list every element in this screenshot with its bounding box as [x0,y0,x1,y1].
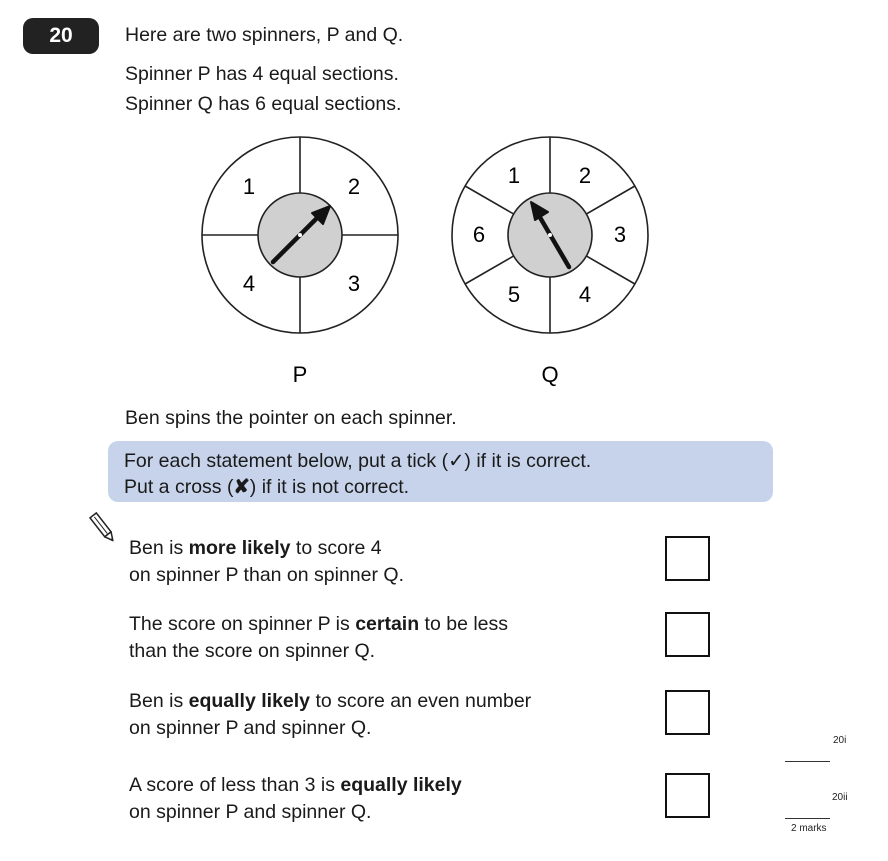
spinner-q-section-3: 3 [613,222,627,247]
spinner-p-section-2: 2 [347,174,361,199]
spinner-q-description: Spinner Q has 6 equal sections. [125,93,402,115]
spinner-q [452,137,648,387]
answer-box-4[interactable] [665,773,710,818]
statement-3: Ben is equally likely to score an even number on spinner P and spinner Q. [129,690,532,739]
cross-symbol: ✘ [233,476,250,498]
statement-4: A score of less than 3 is equally likely on spinner P and spinner Q. [129,774,462,823]
spinner-p-section-4: 4 [242,271,256,296]
mark-ref-20i: 20i [833,735,847,746]
question-intro: Here are two spinners, P and Q. [125,24,404,46]
spinner-q-section-1: 1 [507,163,521,188]
spinner-p-section-1: 1 [242,174,256,199]
statement-2: The score on spinner P is certain to be less than the score on spinner Q. [129,613,509,662]
marks-total: 2 marks [791,823,827,834]
spinner-q-section-4: 4 [578,282,592,307]
spinner-q-section-5: 5 [507,282,521,307]
answer-box-3[interactable] [665,690,710,735]
instruction-line-1: For each statement below, put a tick (✓) if it is correct. [124,450,592,472]
mark-ref-20ii: 20ii [832,792,848,803]
question-number-badge: 20 [23,18,99,54]
action-text: Ben spins the pointer on each spinner. [125,407,457,429]
spinner-p [202,137,398,387]
spinner-q-section-6: 6 [472,222,486,247]
statement-1: Ben is more likely to score 4 on spinner P than on spinner Q. [129,537,404,586]
pencil-icon [88,510,118,546]
instruction-line-2: Put a cross (✘) if it is not correct. [124,476,410,498]
mark-line-1 [785,761,830,762]
spinner-p-description: Spinner P has 4 equal sections. [125,63,399,85]
instruction-box [108,441,773,502]
spinner-q-section-2: 2 [578,163,592,188]
spinner-p-label: P [292,362,308,387]
tick-symbol: ✓ [448,450,465,472]
spinner-p-section-3: 3 [347,271,361,296]
answer-box-1[interactable] [665,536,710,581]
answer-box-2[interactable] [665,612,710,657]
spinner-q-label: Q [541,362,559,387]
mark-line-2 [785,818,830,819]
